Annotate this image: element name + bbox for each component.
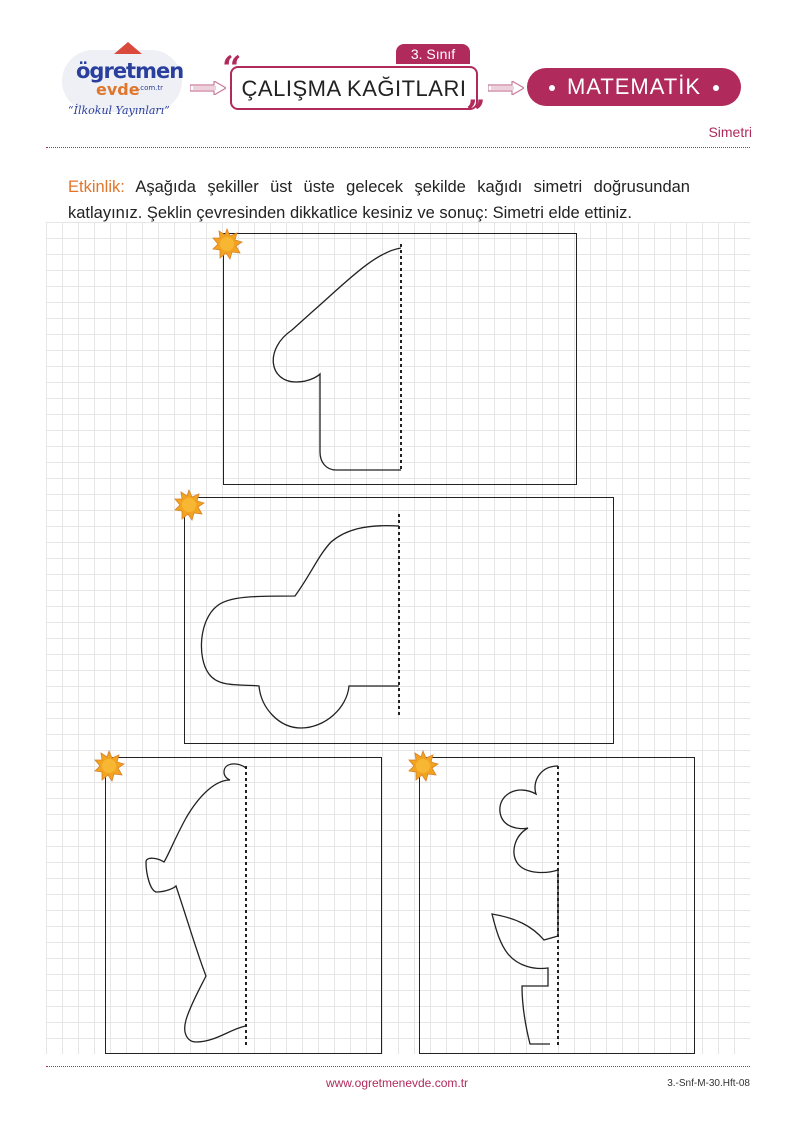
cut-panel-number-one — [223, 233, 577, 485]
cut-panel-flower — [419, 757, 695, 1054]
worksheet-title-box — [230, 66, 478, 110]
open-quote-icon: “ — [222, 49, 242, 89]
close-quote-icon: ” — [466, 93, 486, 133]
arrow-right-icon — [190, 81, 226, 95]
subject-label: MATEMATİK — [566, 74, 702, 99]
activity-text: Aşağıda şekiller üst üste gelecek şekilde kağıdı simetri doğrusundan katlayınız. Şeklin çevresinden dikkatlice kesiniz ve sonuç: Simetri elde ettiniz. — [68, 178, 690, 222]
cut-panel-vehicle — [105, 757, 382, 1054]
publisher-logo — [62, 42, 187, 132]
logo-subtitle: “İlkokul Yayınları” — [68, 104, 170, 117]
arrow-right-icon — [488, 81, 524, 95]
footer-divider — [46, 1066, 750, 1067]
activity-label: Etkinlik: — [68, 178, 125, 196]
bullet-icon — [549, 85, 555, 91]
house-icon — [114, 42, 142, 54]
number-one-half-shape — [224, 234, 576, 484]
sun-icon — [211, 228, 243, 260]
sun-icon — [93, 750, 125, 782]
logo-domain: .com.tr — [138, 84, 164, 92]
worksheet-title: ÇALIŞMA KAĞITLARI — [241, 76, 467, 101]
bullet-icon — [713, 85, 719, 91]
cut-panel-car — [184, 497, 614, 744]
grade-tab: 3. Sınıf — [396, 44, 470, 64]
subject-badge — [527, 68, 741, 106]
activity-instructions — [68, 174, 690, 226]
logo-word-evde: evde — [96, 80, 140, 99]
topic-label: Simetri — [708, 124, 752, 140]
flower-half-shape — [420, 758, 694, 1053]
header-divider — [46, 147, 750, 148]
website-link[interactable]: www.ogretmenevde.com.tr — [325, 1076, 469, 1090]
vehicle-half-shape — [106, 758, 381, 1053]
car-half-shape — [185, 498, 613, 743]
sun-icon — [173, 489, 205, 521]
worksheet-code: 3.-Snf-M-30.Hft-08 — [667, 1078, 750, 1089]
sun-icon — [407, 750, 439, 782]
logo-word-ogretmen: ögretmen — [76, 59, 184, 83]
